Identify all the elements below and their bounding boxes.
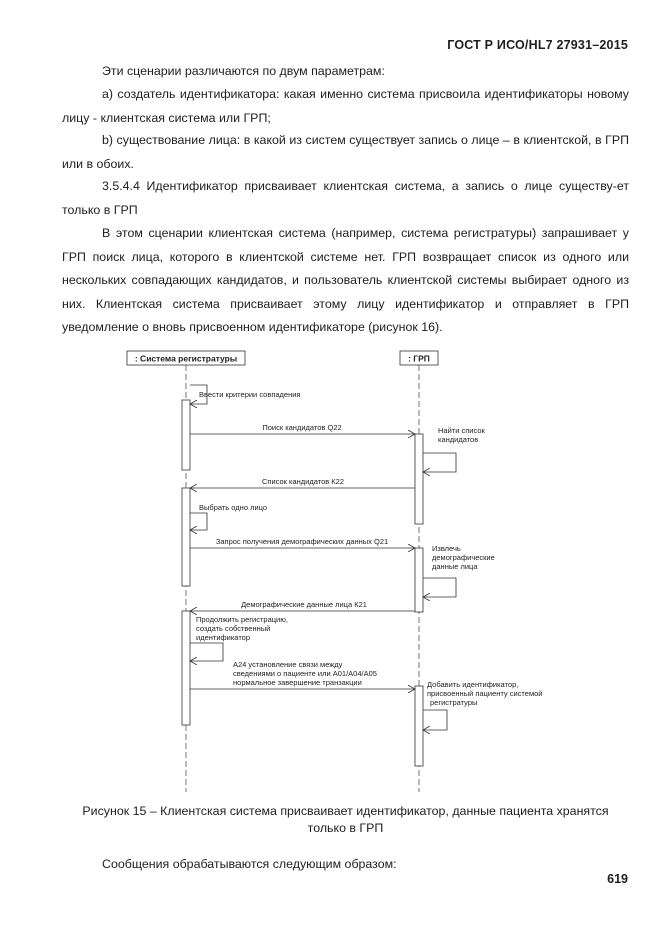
- figure-caption-line2: только в ГРП: [307, 821, 384, 835]
- svg-text:Продолжить регистрацию,: Продолжить регистрацию,: [196, 615, 288, 624]
- svg-text:сведениями о пациенте или А01/: сведениями о пациенте или А01/А04/А05: [233, 669, 377, 678]
- message-search-candidates-q22: [190, 423, 415, 434]
- self-message-continue-registration: [190, 615, 288, 661]
- paragraph-item-a: а) создатель идентификатора: какая именно система присвоила идентификаторы новому лицу - клиентская система или ГРП;: [62, 87, 629, 125]
- activation-registry-2: [182, 488, 190, 586]
- svg-text:Поиск кандидатов Q22: Поиск кандидатов Q22: [262, 423, 342, 432]
- paragraph-intro: Эти сценарии различаются по двум параметрам:: [102, 64, 385, 78]
- svg-text:Демографические данные лица К2: Демографические данные лица К21: [241, 600, 367, 609]
- lifeline-header-registry: [127, 351, 245, 365]
- svg-text:А24 установление связи между: А24 установление связи между: [233, 660, 343, 669]
- svg-text:Найти список: Найти список: [438, 426, 485, 435]
- message-demographics-request-q21: [190, 537, 415, 548]
- self-message-enter-criteria: [190, 385, 301, 404]
- svg-text:данные лица: данные лица: [432, 562, 478, 571]
- self-message-select-person: [190, 503, 267, 530]
- svg-text:кандидатов: кандидатов: [438, 435, 479, 444]
- activation-grp-2: [415, 548, 423, 612]
- paragraph-final: Сообщения обрабатываются следующим образом:: [102, 857, 397, 871]
- svg-text:демографические: демографические: [432, 553, 495, 562]
- svg-text:создать собственный: создать собственный: [196, 624, 271, 633]
- svg-text:Список кандидатов К22: Список кандидатов К22: [261, 477, 345, 486]
- document-header: ГОСТ Р ИСО/HL7 27931–2015: [447, 38, 628, 52]
- lifeline-label-grp: : ГРП: [408, 353, 430, 364]
- svg-text:регистратуры: регистратуры: [430, 698, 478, 707]
- section-heading-3-5-4-4: 3.5.4.4 Идентификатор присваивает клиентская система, а запись о лице существу-ет только в ГРП: [62, 179, 629, 217]
- svg-text:нормальное завершение транзакц: нормальное завершение транзакции: [233, 678, 362, 687]
- svg-text:Добавить идентификатор,: Добавить идентификатор,: [427, 680, 519, 689]
- message-a24-link: [190, 660, 415, 689]
- paragraph-item-b: b) существование лица: в какой из систем существует запись о лице – в клиентской, в ГРП или в обоих.: [62, 133, 629, 171]
- svg-text:Выбрать одно лицо: Выбрать одно лицо: [199, 503, 268, 512]
- self-message-extract-demographics: [423, 544, 495, 597]
- self-message-add-identifier: [423, 680, 542, 730]
- activation-grp-1: [415, 434, 423, 524]
- svg-text:Извлечь: Извлечь: [432, 544, 461, 553]
- figure-caption: [62, 803, 629, 837]
- self-message-find-candidates: [423, 426, 485, 472]
- svg-text:Запрос получения демографическ: Запрос получения демографических данных Q21: [215, 537, 389, 546]
- svg-text:идентификатор: идентификатор: [196, 633, 251, 642]
- activation-registry-1: [182, 400, 190, 470]
- lifeline-label-registry: : Система регистратуры: [134, 353, 238, 364]
- activation-grp-3: [415, 686, 423, 766]
- lifeline-header-grp: [400, 351, 438, 365]
- paragraph-scenario: В этом сценарии клиентская система (например, система регистратуры) запрашивает у ГРП поиск лица, которого в клиентской системе нет. ГРП возвращает список из одного или нескольких совпадающих кандидатов, и пользователь клиентской системы выбирает одного из них. Клиентская система присваивает этому лицу идентификатор и отправляет в ГРП уведомление о вновь присвоенном идентификаторе (рисунок 16).: [62, 226, 629, 334]
- svg-text:присвоенный пациенту системой: присвоенный пациенту системой: [427, 689, 543, 698]
- activation-registry-3: [182, 611, 190, 725]
- figure-caption-line1: Рисунок 15 – Клиентская система присваивает идентификатор, данные пациента хранятся: [82, 804, 609, 818]
- page-number: 619: [607, 872, 628, 886]
- message-demographics-k21: [190, 600, 415, 611]
- svg-text:Ввести критерии совпадения: Ввести критерии совпадения: [199, 390, 301, 399]
- message-candidate-list-k22: [190, 477, 415, 488]
